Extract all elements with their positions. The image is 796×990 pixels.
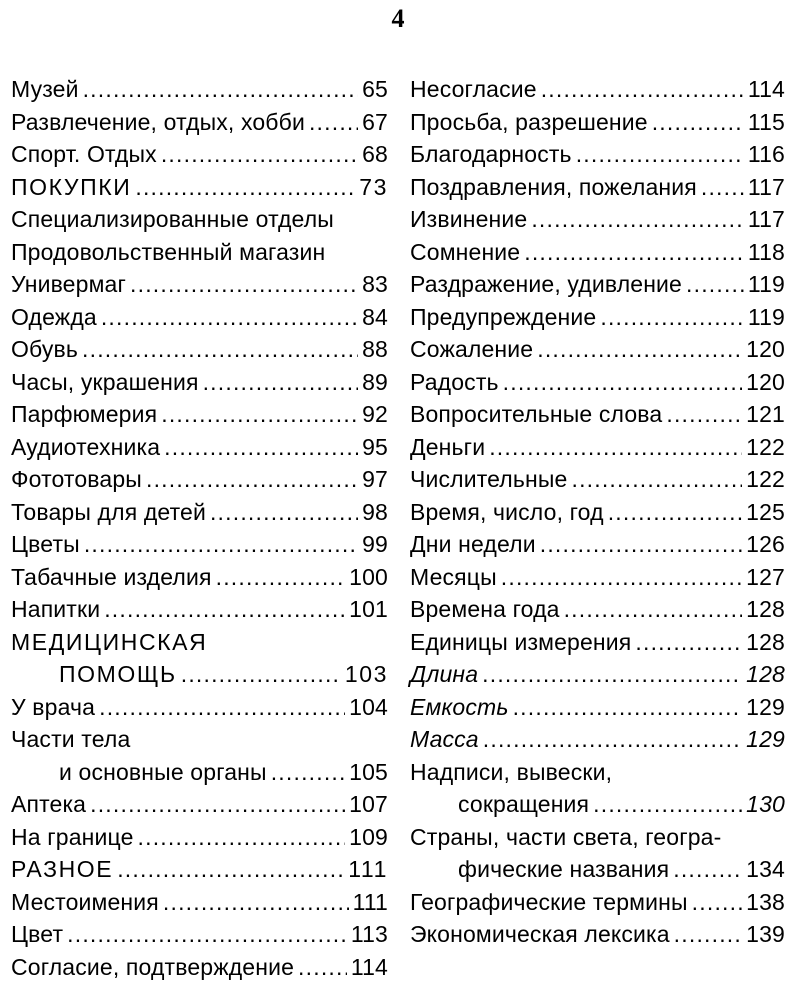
toc-entry-title: На границе	[11, 823, 134, 850]
toc-leader-dots	[216, 561, 346, 594]
toc-entry-page: 115	[747, 108, 785, 135]
toc-entry-title: Извинение	[410, 206, 528, 232]
toc-entry-page: 104	[349, 693, 388, 720]
toc-entry-title: У врача	[11, 693, 96, 720]
toc-entry-page: 116	[747, 141, 785, 167]
toc-entry-title: и основные органы	[59, 758, 267, 785]
toc-entry-title: Времена года	[410, 596, 560, 622]
toc-entry-title: фические названия	[458, 856, 670, 882]
toc-entry-page: 121	[746, 401, 785, 427]
toc-leader-dots	[686, 268, 744, 301]
toc-entry	[11, 626, 388, 659]
toc-entry	[11, 756, 388, 789]
toc-leader-dots	[271, 756, 345, 789]
toc-entry-title: Специализированные отделы	[11, 206, 334, 232]
toc-entry-title: Несогласие	[410, 76, 537, 102]
toc-entry-page: 107	[349, 791, 388, 817]
toc-entry-title: Длина	[410, 661, 479, 687]
toc-entry-page: 89	[362, 368, 388, 395]
toc-leader-dots	[163, 886, 349, 919]
toc-entry-title: Географические термины	[410, 888, 688, 915]
toc-entry-page: 92	[362, 401, 388, 427]
toc-entry-page: 129	[746, 726, 785, 752]
toc-entry	[410, 73, 785, 106]
toc-entry-page: 128	[746, 661, 785, 687]
toc-leader-dots	[701, 171, 744, 204]
toc-leader-dots	[537, 333, 742, 366]
toc-entry-page: 138	[746, 888, 785, 915]
toc-entry-title: Сожаление	[410, 336, 534, 362]
toc-entry-page: 67	[362, 108, 388, 135]
toc-leader-dots	[540, 528, 742, 561]
toc-entry	[11, 821, 388, 854]
toc-entry	[11, 496, 388, 529]
toc-leader-dots	[564, 593, 743, 626]
toc-entry-title: МЕДИЦИНСКАЯ	[11, 628, 208, 655]
toc-entry	[410, 658, 785, 691]
toc-entry	[11, 463, 388, 496]
toc-leader-dots	[135, 171, 355, 204]
toc-entry-title: Дни недели	[410, 531, 536, 557]
toc-leader-dots	[161, 138, 358, 171]
toc-entry-page: 119	[747, 271, 785, 297]
toc-entry	[11, 301, 388, 334]
toc-entry-page: 129	[746, 693, 785, 720]
toc-entry-title: Страны, части света, геогра-	[410, 823, 722, 850]
toc-leader-dots	[99, 691, 345, 724]
toc-entry	[11, 853, 388, 886]
toc-leader-dots	[489, 431, 742, 464]
toc-entry-page: 126	[746, 531, 785, 557]
toc-leader-dots	[513, 691, 743, 724]
toc-entry	[410, 561, 785, 594]
toc-entry-title: Одежда	[11, 303, 97, 330]
toc-entry-page: 95	[362, 433, 388, 460]
toc-entry	[11, 951, 388, 984]
toc-entry-page: 99	[362, 531, 388, 557]
toc-entry-page: 120	[746, 368, 785, 395]
toc-leader-dots	[298, 951, 347, 984]
toc-entry-title: Благодарность	[410, 141, 572, 167]
toc-entry-page: 122	[746, 466, 785, 492]
toc-entry	[410, 496, 785, 529]
toc-entry	[11, 723, 388, 756]
toc-entry	[410, 106, 785, 139]
toc-entry-page: 125	[746, 498, 785, 525]
toc-leader-dots	[181, 658, 341, 691]
toc-leader-dots	[210, 496, 358, 529]
toc-entry-title: Напитки	[11, 596, 101, 622]
toc-entry-title: Раздражение, удивление	[410, 271, 683, 297]
toc-entry-title: Надписи, вывески,	[410, 758, 613, 785]
toc-entry	[410, 463, 785, 496]
toc-entry-page: 111	[348, 856, 388, 882]
toc-entry	[11, 788, 388, 821]
toc-entry-page: 139	[746, 921, 785, 947]
toc-leader-dots	[130, 268, 358, 301]
toc-entry-page: 73	[359, 173, 388, 200]
toc-entry-page: 114	[747, 76, 785, 102]
toc-entry-page: 128	[746, 628, 785, 655]
toc-entry	[410, 366, 785, 399]
toc-entry	[11, 138, 388, 171]
toc-entry	[11, 106, 388, 139]
toc-entry-title: Фототовары	[11, 466, 142, 492]
toc-entry	[11, 73, 388, 106]
toc-entry	[410, 918, 785, 951]
page-number: 4	[391, 4, 405, 33]
toc-entry-page: 109	[349, 823, 388, 850]
toc-entry-title: Сомнение	[410, 238, 521, 265]
toc-entry	[11, 886, 388, 919]
toc-entry-title: Деньги	[410, 433, 486, 460]
toc-entry	[11, 528, 388, 561]
toc-leader-dots	[501, 561, 742, 594]
toc-entry	[11, 658, 388, 691]
toc-entry-title: Цветы	[11, 531, 80, 557]
toc-entry-title: Продовольственный магазин	[11, 238, 326, 265]
toc-entry	[410, 626, 785, 659]
toc-entry	[11, 333, 388, 366]
toc-leader-dots	[82, 333, 358, 366]
toc-entry	[11, 593, 388, 626]
toc-entry-page: 111	[352, 888, 388, 915]
toc-leader-dots	[90, 788, 345, 821]
toc-entry	[410, 853, 785, 886]
toc-entry-title: Поздравления, пожелания	[410, 173, 697, 200]
toc-leader-dots	[161, 398, 358, 431]
toc-entry	[410, 398, 785, 431]
toc-leader-dots	[146, 463, 358, 496]
toc-entry	[410, 431, 785, 464]
toc-leader-dots	[203, 366, 359, 399]
toc-entry	[410, 268, 785, 301]
toc-entry-page: 84	[362, 303, 388, 330]
toc-entry-title: Парфюмерия	[11, 401, 158, 427]
toc-leader-dots	[600, 301, 744, 334]
toc-entry-title: Местоимения	[11, 888, 159, 915]
toc-leader-dots	[482, 658, 742, 691]
toc-entry	[410, 756, 785, 789]
toc-entry-page: 101	[349, 596, 388, 622]
toc-leader-dots	[571, 463, 742, 496]
toc-entry-page: 113	[350, 921, 388, 947]
toc-entry	[11, 431, 388, 464]
toc-entry-page: 128	[746, 596, 785, 622]
toc-entry	[410, 528, 785, 561]
toc-entry-title: Часы, украшения	[11, 368, 199, 395]
toc-entry-title: Части тела	[11, 726, 131, 752]
toc-entry-title: Экономическая лексика	[410, 921, 670, 947]
toc-entry	[11, 171, 388, 204]
toc-entry	[11, 366, 388, 399]
toc-entry-page: 83	[362, 271, 388, 297]
toc-leader-dots	[503, 366, 743, 399]
toc-entry-page: 127	[746, 563, 785, 590]
toc-leader-dots	[83, 73, 359, 106]
toc-leader-dots	[104, 593, 345, 626]
toc-entry	[410, 593, 785, 626]
toc-entry	[410, 723, 785, 756]
toc-entry-title: ПОКУПКИ	[11, 173, 132, 200]
toc-leader-dots	[138, 821, 346, 854]
toc-entry-page: 105	[349, 758, 388, 785]
toc-leader-dots	[84, 528, 358, 561]
toc-leader-dots	[673, 853, 742, 886]
toc-entry-page: 117	[747, 173, 785, 200]
toc-entry-page: 130	[746, 791, 785, 817]
toc-entry-title: Музей	[11, 76, 79, 102]
toc-entry	[410, 138, 785, 171]
toc-entry-page: 98	[362, 498, 388, 525]
toc-leader-dots	[117, 853, 344, 886]
toc-entry	[11, 398, 388, 431]
toc-entry-title: Предупреждение	[410, 303, 597, 330]
toc-entry	[11, 268, 388, 301]
toc-entry-title: Обувь	[11, 336, 79, 362]
toc-entry	[410, 886, 785, 919]
toc-entry	[410, 301, 785, 334]
toc-leader-dots	[309, 106, 358, 139]
toc-leader-dots	[666, 398, 742, 431]
toc-entry	[410, 691, 785, 724]
toc-entry-title: РАЗНОЕ	[11, 856, 114, 882]
toc-entry-page: 120	[746, 336, 785, 362]
toc-entry	[11, 918, 388, 951]
toc-entry-page: 117	[747, 206, 785, 232]
toc-leader-dots	[483, 723, 742, 756]
toc-left-column	[11, 73, 388, 983]
toc-entry-title: Емкость	[410, 693, 509, 720]
toc-leader-dots	[576, 138, 744, 171]
toc-entry-title: сокращения	[458, 791, 590, 817]
toc-entry-page: 119	[747, 303, 785, 330]
toc-entry-title: Товары для детей	[11, 498, 206, 525]
toc-leader-dots	[67, 918, 347, 951]
toc-leader-dots	[674, 918, 743, 951]
toc-leader-dots	[652, 106, 744, 139]
toc-entry-title: Развлечение, отдых, хобби	[11, 108, 305, 135]
toc-entry-page: 114	[350, 953, 388, 980]
toc-entry-title: Радость	[410, 368, 499, 395]
toc-entry-title: Просьба, разрешение	[410, 108, 648, 135]
toc-entry-page: 100	[349, 563, 388, 590]
toc-entry	[410, 236, 785, 269]
toc-leader-dots	[101, 301, 358, 334]
toc-entry	[11, 561, 388, 594]
toc-entry-title: Масса	[410, 726, 479, 752]
toc-leader-dots	[541, 73, 744, 106]
toc-right-column	[410, 73, 785, 951]
toc-leader-dots	[692, 886, 743, 919]
toc-entry-title: Аптека	[11, 791, 87, 817]
toc-entry-title: Числительные	[410, 466, 568, 492]
toc-entry-title: Единицы измерения	[410, 628, 632, 655]
toc-leader-dots	[164, 431, 358, 464]
toc-leader-dots	[531, 203, 744, 236]
toc-entry-title: Универмаг	[11, 271, 127, 297]
toc-entry	[11, 203, 388, 236]
toc-leader-dots	[635, 626, 742, 659]
toc-entry	[410, 821, 785, 854]
toc-entry-title: ПОМОЩЬ	[59, 661, 177, 687]
toc-entry	[11, 691, 388, 724]
toc-entry-page: 118	[747, 238, 785, 265]
toc-entry-page: 68	[362, 141, 388, 167]
toc-entry-title: Месяцы	[410, 563, 497, 590]
toc-entry	[410, 333, 785, 366]
toc-entry-title: Вопросительные слова	[410, 401, 663, 427]
toc-leader-dots	[593, 788, 742, 821]
toc-entry-title: Согласие, подтверждение	[11, 953, 295, 980]
toc-leader-dots	[608, 496, 742, 529]
toc-entry-title: Время, число, год	[410, 498, 604, 525]
toc-entry-title: Спорт. Отдых	[11, 141, 157, 167]
toc-entry	[11, 236, 388, 269]
toc-leader-dots	[524, 236, 744, 269]
toc-entry-title: Аудиотехника	[11, 433, 161, 460]
toc-entry-page: 122	[746, 433, 785, 460]
toc-entry-title: Цвет	[11, 921, 64, 947]
toc-entry-page: 134	[746, 856, 785, 882]
toc-entry	[410, 203, 785, 236]
toc-entry	[410, 171, 785, 204]
toc-entry-page: 103	[344, 661, 388, 687]
toc-entry	[410, 788, 785, 821]
toc-entry-page: 88	[362, 336, 388, 362]
toc-entry-page: 65	[362, 76, 388, 102]
toc-entry-title: Табачные изделия	[11, 563, 212, 590]
toc-entry-page: 97	[362, 466, 388, 492]
